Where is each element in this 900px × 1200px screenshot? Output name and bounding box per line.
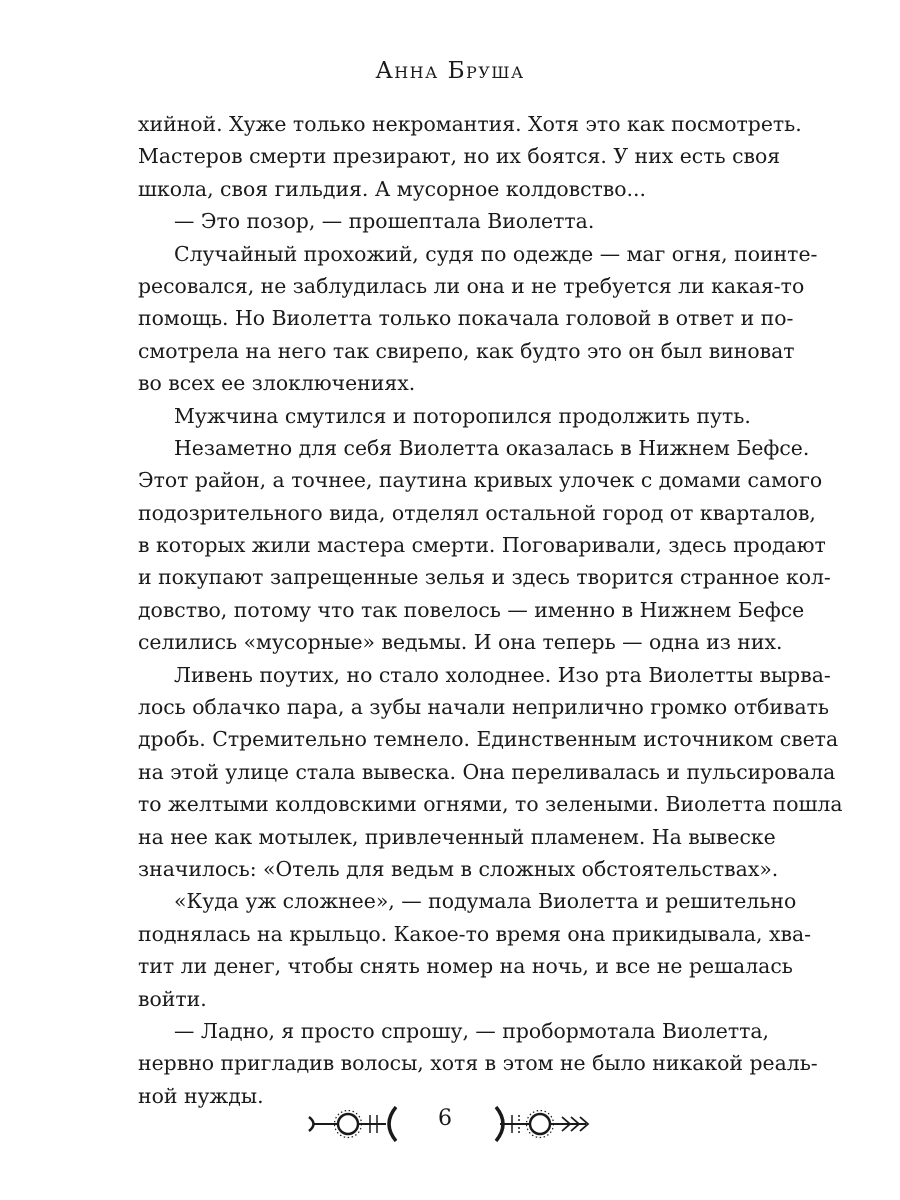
text-line: смотрела на него так свирепо, как будто это он был виноват [138, 338, 795, 363]
text-line: хийной. Хуже только некромантия. Хотя это как посмотреть. [138, 112, 802, 136]
text-line: ной нужды. [138, 1083, 264, 1108]
text-line: лось облачко пара, а зубы начали неприлично громко отбивать [138, 695, 830, 720]
text-line: дробь. Стремительно темнело. Единственным источником света [138, 727, 839, 752]
text-line: Незаметно для себя Виолетта оказалась в Нижнем Бефсе. [174, 435, 810, 460]
text-line: помощь. Но Виолетта только покачала головой в ответ и по- [138, 306, 794, 331]
text-line: значилось: «Отель для ведьм в сложных обстоятельствах». [138, 856, 779, 881]
text-line: довство, потому что так повелось — именно в Нижнем Бефсе [138, 597, 805, 622]
text-line: Этот район, а точнее, паутина кривых улочек с домами самого [138, 468, 823, 493]
text-line: нервно пригладив волосы, хотя в этом не было никакой реаль- [138, 1051, 818, 1076]
text-line: — Это позор, — прошептала Виолетта. [174, 209, 595, 234]
text-line: Мужчина смутился и поторопился продолжить путь. [174, 403, 751, 428]
text-line: подозрительного вида, отделял остальной город от кварталов, [138, 500, 816, 525]
text-line: тит ли денег, чтобы снять номер на ночь, и все не решалась [138, 954, 793, 979]
page-body-text [138, 108, 843, 1112]
text-line: Случайный прохожий, судя по одежде — маг огня, поинте- [174, 241, 818, 266]
text-line: и покупают запрещенные зелья и здесь творится странное кол- [138, 565, 831, 590]
text-line: войти. [138, 986, 207, 1011]
page-footer [0, 1102, 900, 1146]
left-ornament-icon [300, 1102, 410, 1146]
text-line: на этой улице стала вывеска. Она переливалась и пульсировала [138, 759, 836, 784]
text-line: ресовался, не заблудилась ли она и не требуется ли какая-то [138, 273, 805, 298]
running-head-title: Анна Бруша [375, 58, 525, 84]
text-line: — Ладно, я просто спрошу, — пробормотала Виолетта, [174, 1018, 770, 1043]
text-line: поднялась на крыльцо. Какое-то время она прикидывала, хва- [138, 921, 812, 946]
text-line: во всех ее злоключениях. [138, 371, 416, 396]
text-line: школа, своя гильдия. А мусорное колдовство... [138, 176, 647, 201]
text-line: Мастеров смерти презирают, но их боятся. У них есть своя [138, 144, 781, 169]
text-line: Ливень поутих, но стало холоднее. Изо рта Виолетты вырва- [174, 662, 831, 687]
page-number: 6 [438, 1106, 452, 1131]
right-ornament-icon [490, 1102, 600, 1146]
text-line: на нее как мотылек, привлеченный пламенем. На вывеске [138, 824, 776, 849]
text-line: в которых жили мастера смерти. Поговаривали, здесь продают [138, 533, 826, 558]
text-line: «Куда уж сложнее», — подумала Виолетта и решительно [174, 889, 797, 914]
text-line: селились «мусорные» ведьмы. И она теперь — одна из них. [138, 630, 783, 655]
text-line: то желтыми колдовскими огнями, то зелеными. Виолетта пошла [138, 792, 843, 817]
